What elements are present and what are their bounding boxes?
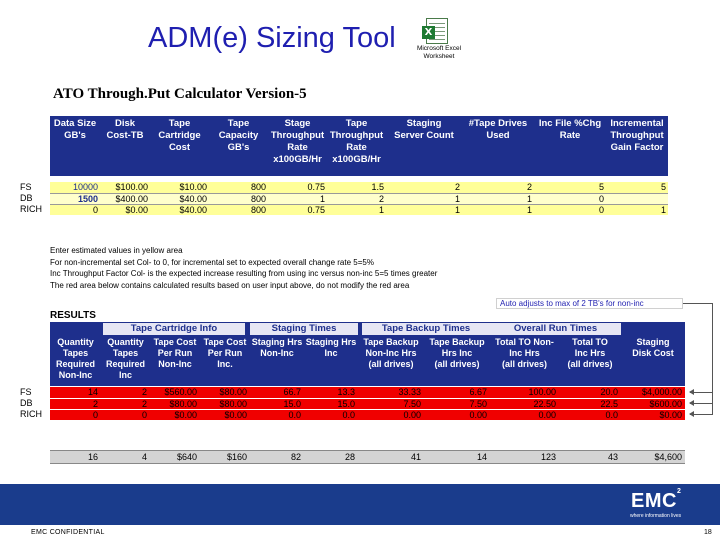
input-row-labels [20, 182, 42, 215]
instructions [50, 245, 437, 291]
auto-adjust-callout: Auto adjusts to max of 2 TB's for non-inc [496, 298, 683, 309]
totals-cell: $640 [176, 452, 197, 462]
page-number: 18 [704, 529, 712, 536]
results-column-header: Staging Disk Cost [632, 337, 674, 358]
totals-cell: 16 [87, 452, 98, 462]
results-cell: 0.00 [469, 410, 487, 420]
input-cell[interactable]: $0.00 [125, 205, 148, 215]
results-column-header: Tape Backup Hrs Inc (all drives) [429, 337, 485, 369]
results-cell: $560.00 [164, 387, 197, 397]
input-cell[interactable]: 0.75 [307, 182, 325, 192]
input-cell[interactable]: $400.00 [115, 194, 148, 204]
results-column-header: Tape Backup Non-Inc Hrs (all drives) [363, 337, 419, 369]
totals-cell: $160 [226, 452, 247, 462]
row-label-db: DB [20, 398, 33, 408]
row-label-fs: FS [20, 387, 32, 397]
results-cell: 100.00 [528, 387, 556, 397]
results-cell: 15.0 [283, 399, 301, 409]
results-column-header: Quantity Tapes Required Inc [105, 337, 145, 380]
arrow-left-icon [690, 392, 713, 393]
note-line: The red area below contains calculated results based on user input above, do not modify the red area [50, 280, 410, 290]
results-cell: 6.67 [469, 387, 487, 397]
input-cell[interactable]: 10000 [72, 182, 98, 192]
confidential-label: EMC CONFIDENTIAL [31, 529, 105, 536]
results-cell: 0.0 [288, 410, 301, 420]
callout-connector-vertical [712, 303, 713, 415]
results-cell: 20.0 [600, 387, 618, 397]
input-cell[interactable]: 5 [598, 182, 604, 192]
results-column-header: Tape Cost Per Run Non-Inc [153, 337, 197, 369]
results-cell: $600.00 [649, 399, 682, 409]
input-cell[interactable]: $10.00 [179, 182, 207, 192]
results-column-header: Total TO Inc Hrs (all drives) [567, 337, 613, 369]
results-cell: $80.00 [219, 387, 247, 397]
input-cell[interactable]: $100.00 [115, 182, 148, 192]
input-cell[interactable]: 5 [660, 182, 666, 192]
results-column-header: Quantity Tapes Required Non-Inc [55, 337, 95, 380]
input-cell[interactable]: 2 [526, 182, 532, 192]
input-column-header: Staging Server Count [394, 118, 454, 141]
arrow-left-icon [690, 414, 713, 415]
results-group-header: Tape Backup Times [362, 323, 490, 335]
input-cell[interactable]: 800 [250, 182, 266, 192]
results-row [50, 398, 685, 409]
results-cell: 33.33 [398, 387, 421, 397]
excel-worksheet-icon[interactable] [408, 18, 468, 68]
results-cell: 0 [141, 410, 147, 420]
arrow-left-icon [690, 403, 713, 404]
input-row [50, 204, 668, 215]
input-column-header: Tape Capacity GB's [218, 118, 259, 153]
input-cell[interactable]: 1 [660, 205, 666, 215]
results-column-header: Total TO Non- Inc Hrs (all drives) [495, 337, 554, 369]
input-cell[interactable]: 0 [598, 205, 604, 215]
input-column-header: Tape Cartridge Cost [158, 118, 201, 153]
input-cell[interactable]: 800 [250, 194, 266, 204]
results-group-header: Staging Times [250, 323, 358, 335]
emc-tagline: where information lives [630, 513, 682, 519]
results-cell: 0.00 [538, 410, 556, 420]
results-cell: 7.50 [469, 399, 487, 409]
input-cell[interactable]: 1500 [77, 194, 98, 204]
input-cell[interactable]: 800 [250, 205, 266, 215]
results-cell: 7.50 [403, 399, 421, 409]
results-cell: 13.3 [337, 387, 355, 397]
note-line: Inc Throughput Factor Col- is the expected increase resulting from using inc versus non-inc 5=5 times greater [50, 269, 438, 278]
results-cell: 2 [141, 387, 147, 397]
input-cell[interactable]: 1 [319, 194, 325, 204]
totals-cell: 41 [410, 452, 421, 462]
calculator-title: ATO Through.Put Calculator Version-5 [53, 86, 307, 102]
input-cell[interactable]: 1.5 [371, 182, 384, 192]
results-row [50, 409, 685, 420]
excel-caption: Microsoft Excel Worksheet [416, 45, 462, 60]
row-label-rich: RICH [20, 409, 42, 419]
input-cell[interactable]: $40.00 [179, 194, 207, 204]
input-cell[interactable]: 1 [526, 194, 532, 204]
results-cell: $80.00 [169, 399, 197, 409]
note-line: Enter estimated values in yellow area [50, 246, 183, 255]
results-cell: 0.0 [605, 410, 618, 420]
input-row [50, 193, 668, 204]
results-cell: 0.0 [342, 410, 355, 420]
results-column-header: Staging Hrs Non-Inc [251, 337, 303, 358]
results-label: RESULTS [50, 310, 96, 321]
totals-cell: 28 [344, 452, 355, 462]
emc-logo: EMC$^2$ [631, 488, 682, 512]
results-cell: $80.00 [219, 399, 247, 409]
excel-x-icon: X [422, 26, 435, 39]
totals-cell: $4,600 [654, 452, 682, 462]
results-cell: 14 [87, 387, 98, 397]
results-row [50, 387, 685, 398]
results-group-header: Tape Cartridge Info [103, 323, 245, 335]
results-row-labels [20, 387, 42, 420]
results-cell: 66.7 [283, 387, 301, 397]
results-cell: 22.5 [600, 399, 618, 409]
row-label-db: DB [20, 193, 33, 203]
results-cell: 2 [92, 399, 98, 409]
callout-connector [683, 303, 713, 304]
input-column-header: Stage Throughput Rate x100GB/Hr [270, 118, 325, 165]
input-cell[interactable]: 1 [378, 205, 384, 215]
results-group-header: Overall Run Times [490, 323, 621, 335]
results-cell: $0.00 [224, 410, 247, 420]
results-cell: 2 [141, 399, 147, 409]
results-cell: 0 [92, 410, 98, 420]
input-column-header: #Tape Drives Used [468, 118, 528, 141]
input-cell[interactable]: 0 [92, 205, 98, 215]
input-row [50, 182, 668, 193]
totals-cell: 14 [476, 452, 487, 462]
results-cell: $0.00 [174, 410, 197, 420]
results-cell: $0.00 [659, 410, 682, 420]
totals-cell: 43 [607, 452, 618, 462]
input-cell[interactable]: 1 [454, 194, 460, 204]
totals-cell: 82 [290, 452, 301, 462]
input-column-header: Tape Throughput Rate x100GB/Hr [329, 118, 384, 165]
results-cell: 0.00 [403, 410, 421, 420]
input-cell[interactable]: 0.75 [307, 205, 325, 215]
row-label-rich: RICH [20, 204, 42, 214]
results-cell: $4,000.00 [641, 387, 682, 397]
input-cell[interactable]: 0 [598, 194, 604, 204]
note-line: For non-incremental set Col- to 0, for incremental set to expected overall change rate 5=5% [50, 257, 374, 267]
results-column-header: Tape Cost Per Run Inc. [203, 337, 247, 369]
footer-band [0, 484, 720, 525]
results-cell: 22.50 [533, 399, 556, 409]
input-column-header: Disk Cost-TB [106, 118, 144, 141]
totals-cell: 4 [141, 452, 147, 462]
results-column-header: Staging Hrs Inc [305, 337, 357, 358]
input-cell[interactable]: 2 [454, 182, 460, 192]
totals-cell: 123 [540, 452, 556, 462]
slide-title: ADM(e) Sizing Tool [148, 22, 396, 54]
totals-row [50, 450, 685, 464]
row-label-fs: FS [20, 182, 32, 192]
input-column-header: Data Size GB's [53, 118, 97, 141]
input-column-header: Incremental Throughput Gain Factor [610, 118, 664, 153]
input-cell[interactable]: 1 [454, 205, 460, 215]
input-column-header: Inc File %Chg Rate [538, 118, 602, 141]
input-cell[interactable]: 2 [378, 194, 384, 204]
input-cell[interactable]: 1 [526, 205, 532, 215]
results-cell: 15.0 [337, 399, 355, 409]
input-cell[interactable]: $40.00 [179, 205, 207, 215]
